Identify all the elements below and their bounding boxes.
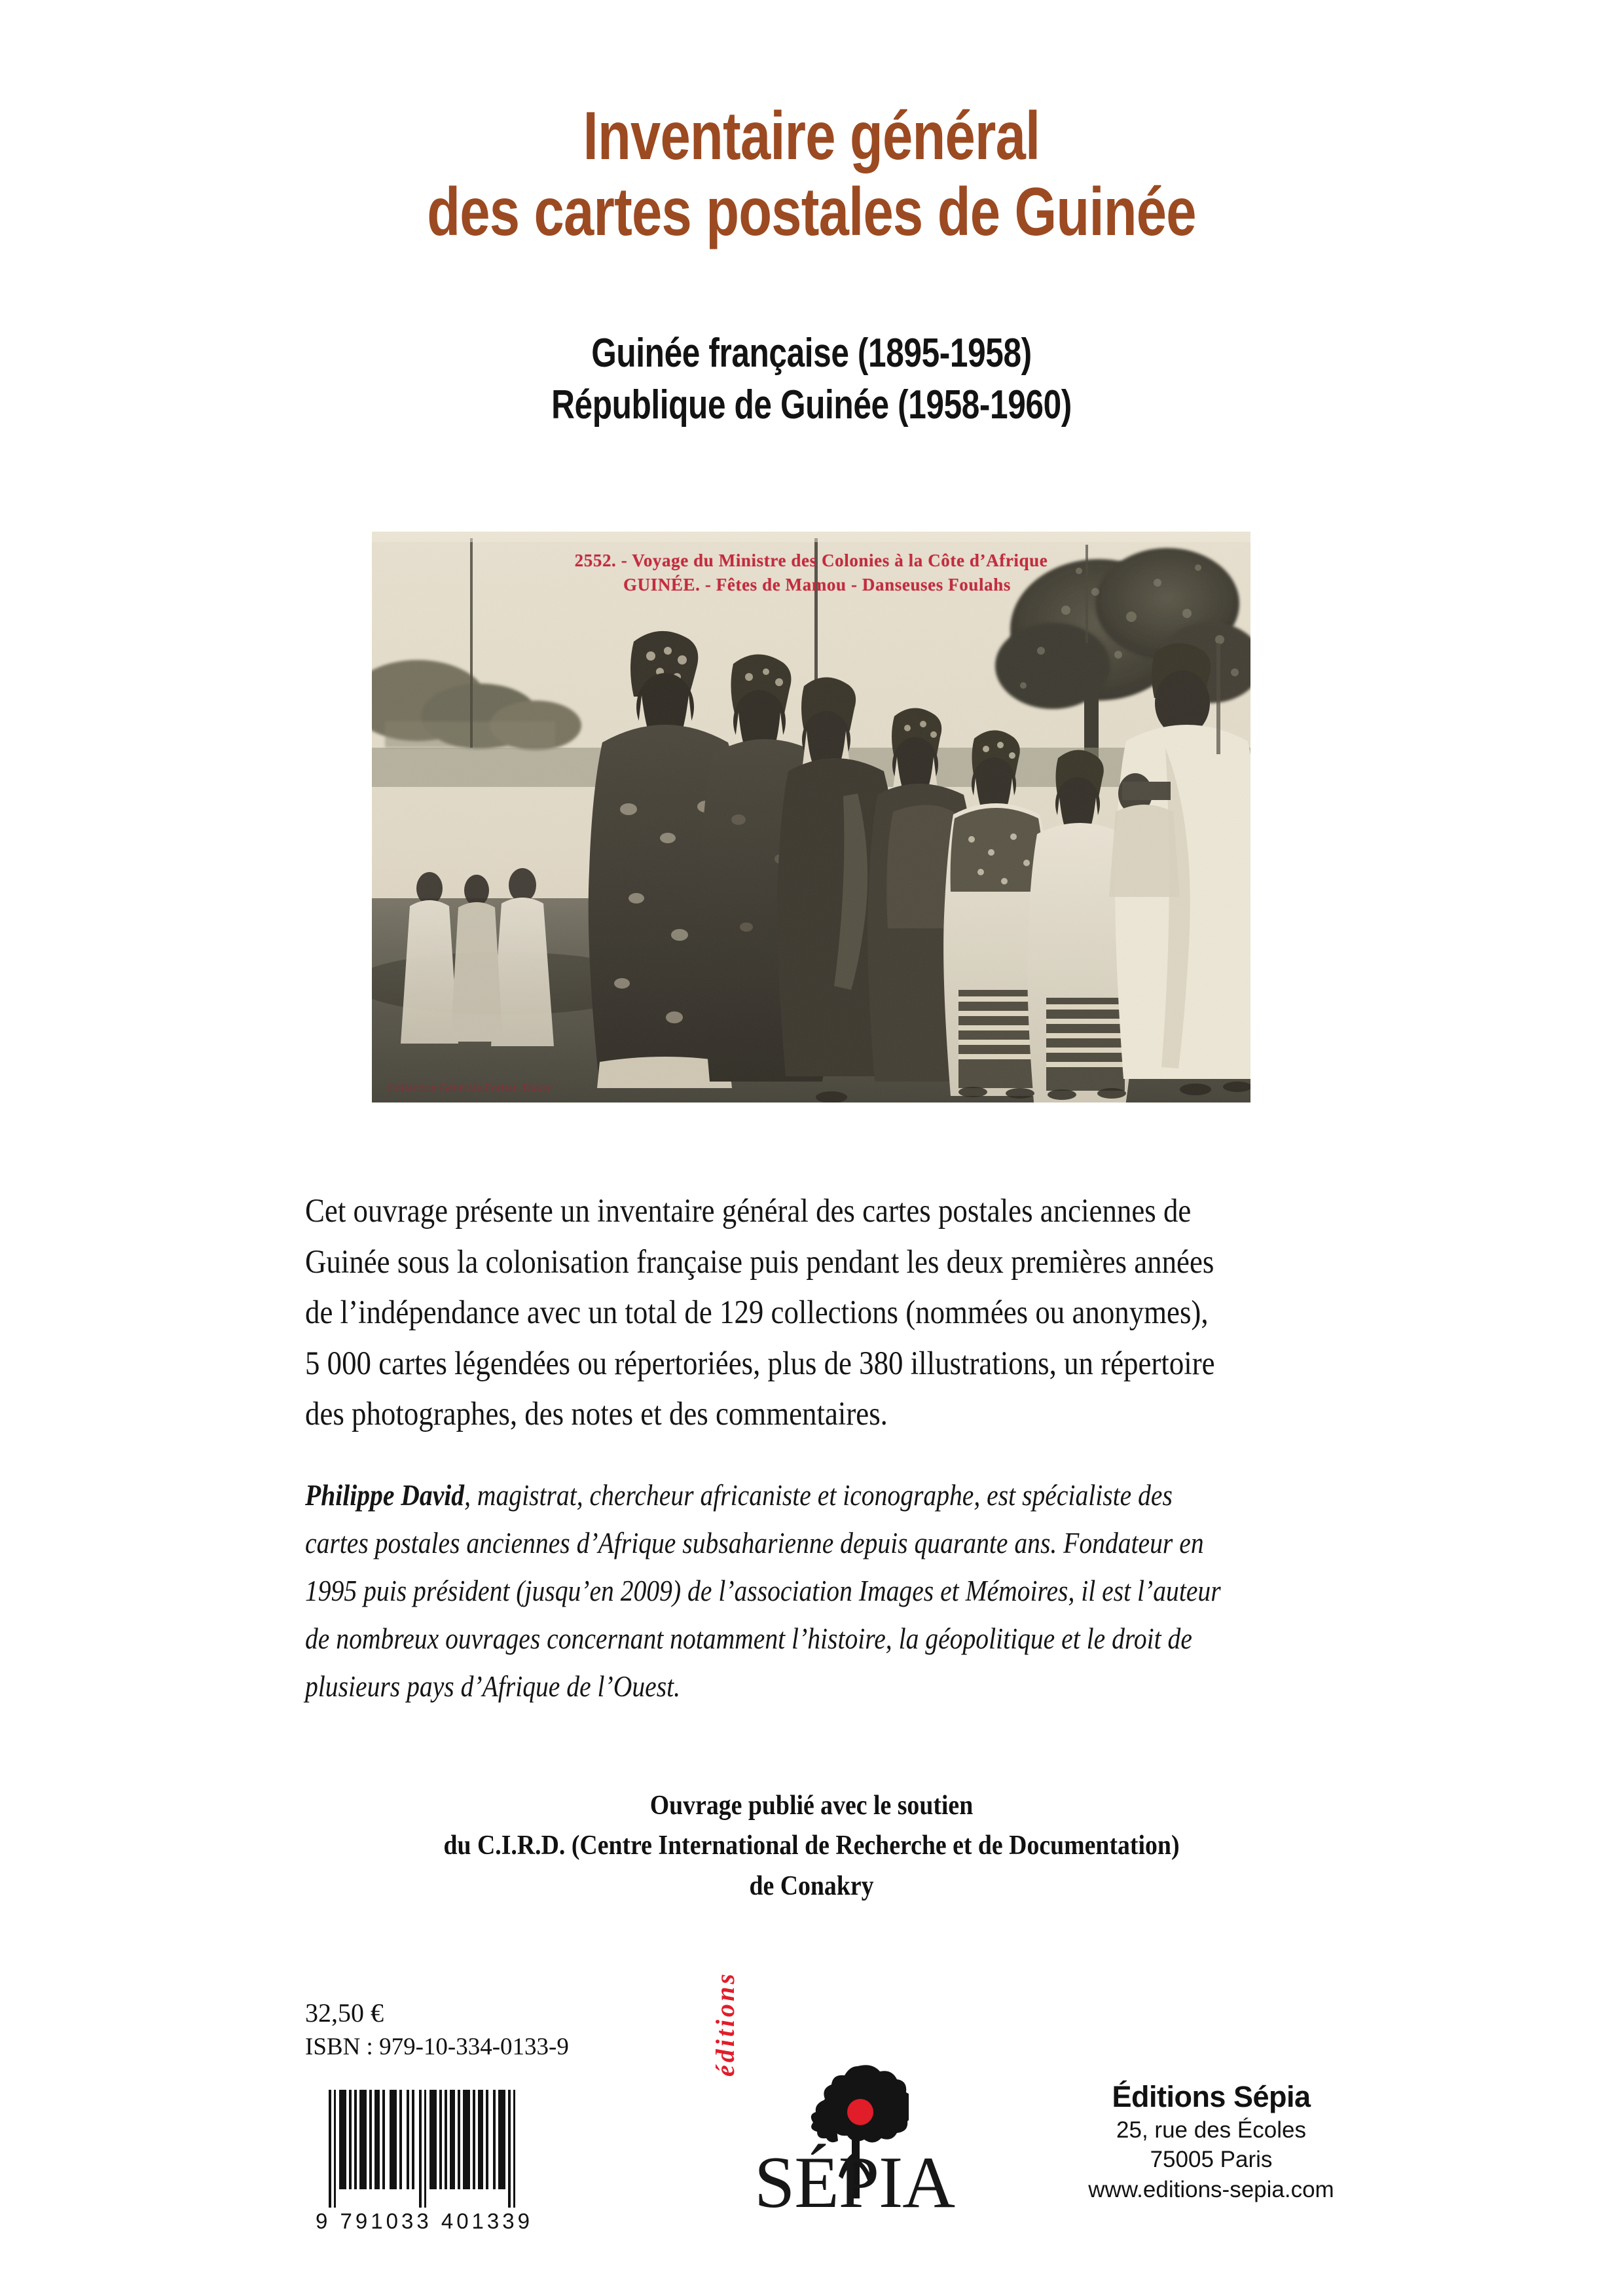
- price-label: 32,50 €: [305, 1998, 384, 2028]
- logo-sepia-word: SÉPIA: [754, 2142, 955, 2223]
- publisher-address-block: [1021, 2079, 1401, 2204]
- book-subtitle: [0, 327, 1623, 431]
- subtitle-line-1: Guinée française (1895-1958): [591, 331, 1032, 376]
- author-bio-text: , magistrat, chercheur africaniste et iconographe, est spécialiste des cartes postales anciennes d’Afrique subsaharienne depuis quarante ans. Fondateur en 1995 puis président (jusqu’en 2009) de l’association Images et Mémoires, il est l’auteur de nombreux ouvrages concernant notamment l’histoire, la géopolitique et le droit de plusieurs pays d’Afrique de l’Ouest.: [305, 1479, 1221, 1703]
- back-cover-blurb: Cet ouvrage présente un inventaire général des cartes postales anciennes de Guinée sous la colonisation française puis pendant les deux premières années de l’indépendance avec un total de 129 collections (nommées ou anonymes), 5 000 cartes légendées ou répertoriées, plus de 380 illustrations, un répertoire des photographes, des notes et des commentaires.: [305, 1193, 1215, 1433]
- subtitle-line-2: République de Guinée (1958-1960): [551, 382, 1072, 428]
- postcard-caption-line-2: GUINÉE. - Fêtes de Mamou - Danseuses Foulahs: [623, 575, 1011, 595]
- publisher-name: Éditions Sépia: [1112, 2080, 1311, 2113]
- publisher-street: 25, rue des Écoles: [1116, 2117, 1306, 2143]
- barcode-bars: [313, 2090, 536, 2208]
- postcard-illustration: [372, 532, 1250, 1102]
- logo-editions-word: éditions: [710, 1971, 740, 2077]
- book-title: [0, 98, 1623, 251]
- support-line-2: du C.I.R.D. (Centre International de Recherche et de Documentation): [443, 1831, 1180, 1861]
- author-name: Philippe David: [305, 1479, 465, 1512]
- publisher-logo: [706, 1971, 961, 2252]
- barcode-digits: 9 791033 401339: [316, 2209, 533, 2233]
- title-line-2: des cartes postales de Guinée: [427, 174, 1196, 251]
- author-biography: [305, 1472, 1227, 1710]
- ean-barcode: [313, 2090, 536, 2234]
- price-and-isbn: [305, 1995, 569, 2064]
- postcard-credit-line: Collection Générale Fortier, Dakar: [388, 1082, 551, 1094]
- title-line-1: Inventaire général: [583, 98, 1040, 174]
- postcard-caption-line-1: 2552. - Voyage du Ministre des Colonies à la Côte d’Afrique: [574, 551, 1048, 570]
- postcard-photograph: [372, 532, 1250, 1102]
- support-line-1: Ouvrage publié avec le soutien: [649, 1791, 974, 1821]
- support-line-3: de Conakry: [749, 1870, 874, 1901]
- isbn-label: ISBN : 979-10-334-0133-9: [305, 2033, 569, 2061]
- publisher-city: 75005 Paris: [1150, 2147, 1273, 2173]
- publisher-website[interactable]: www.editions-sepia.com: [1088, 2176, 1334, 2202]
- publication-support-notice: [0, 1786, 1623, 1906]
